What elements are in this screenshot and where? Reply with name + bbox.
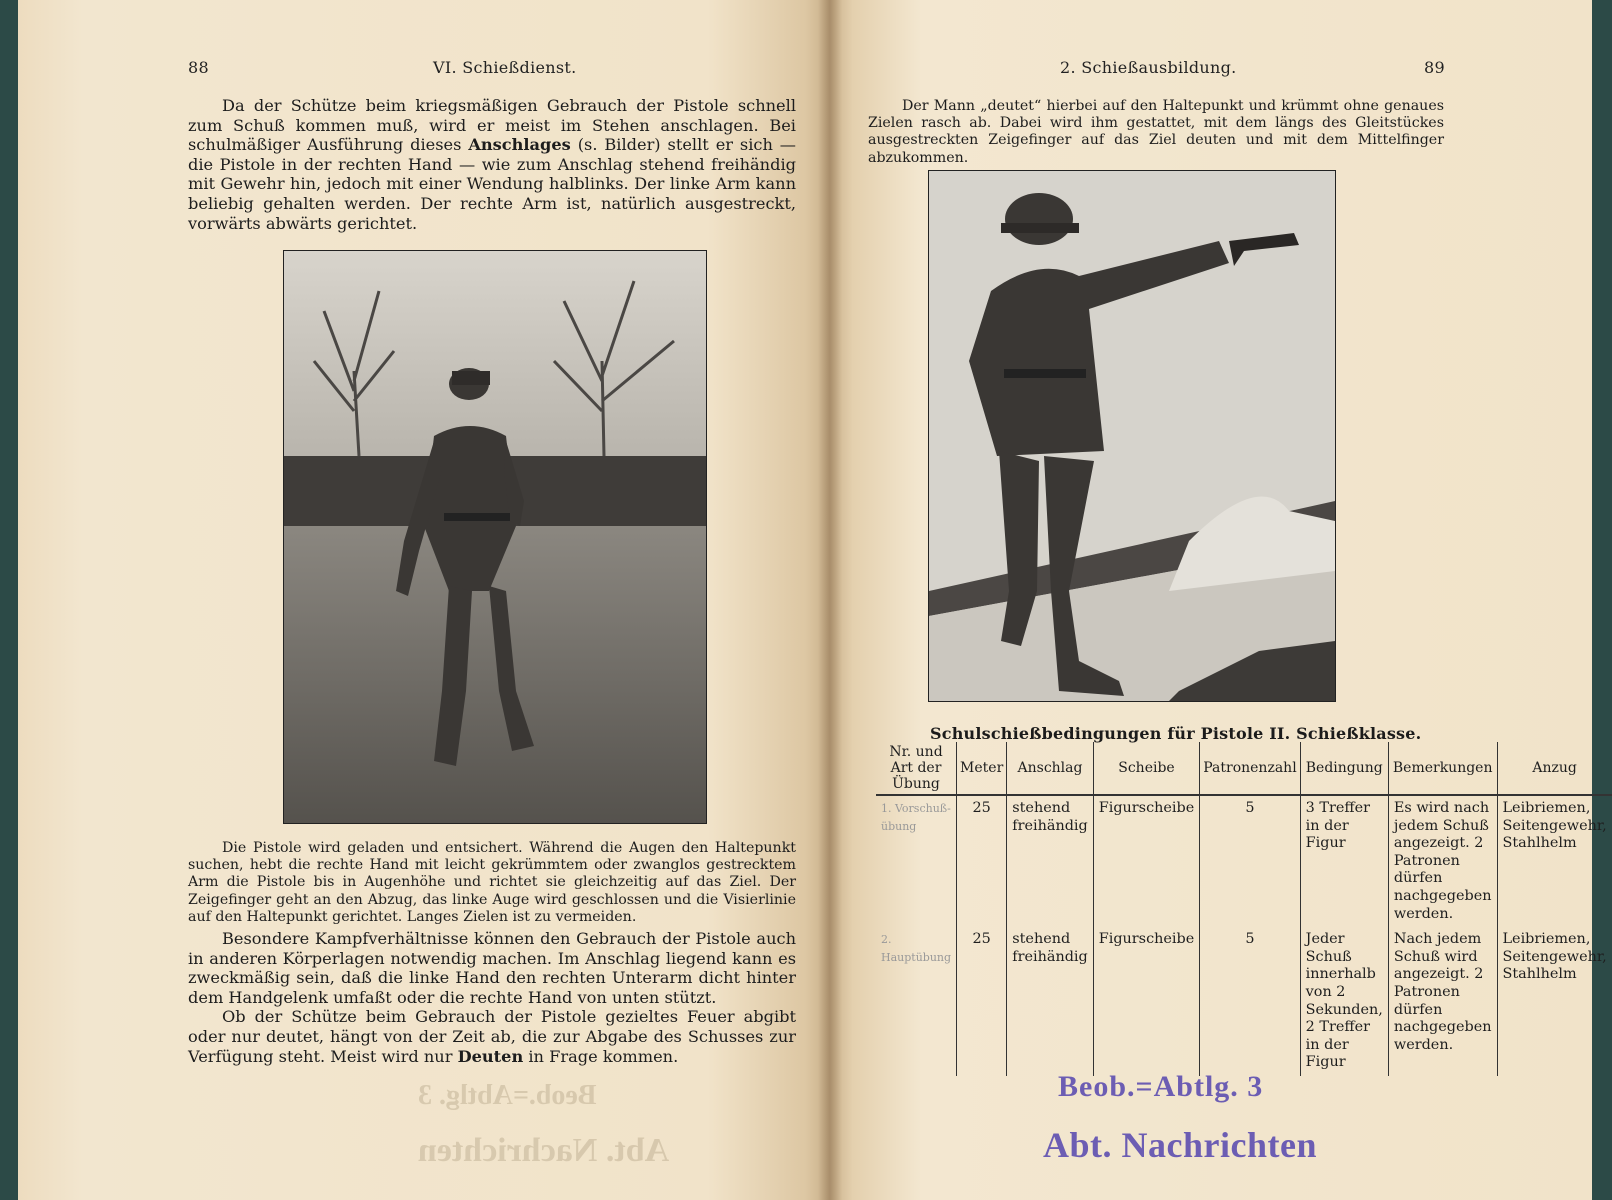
col-header-anzug: Anzug [1497,742,1612,795]
book-gutter [818,0,842,1200]
table-header-row [876,742,1612,795]
photo-caption-left: Die Pistole wird geladen und entsichert. Während die Augen den Haltepunkt suchen, hebt die rechte Hand mit leicht gekrümmtem oder zwanglos gestrecktem Arm die Pistole bis in Augenhöhe und richtet sie gleichzeitig auf das Ziel. Der Zeigefinger geht an den Abzug, das linke Auge wird geschlossen und die Visierlinie auf den Haltepunkt gerichtet. Langes Zielen ist zu vermeiden. [188,840,796,925]
page-number-right: 89 [1424,58,1445,77]
col-header-exercise: Nr. und Art der Übung [876,742,957,795]
photo-soldier-aiming [928,170,1336,702]
col-header-scheibe: Scheibe [1093,742,1200,795]
photo-soldier-standing [283,250,707,824]
firing-conditions-table [876,742,1612,1076]
stamp-line-1: Beob.=Abtlg. 3 [1058,1070,1264,1103]
running-head-left: VI. Schießdienst. [433,58,577,77]
stamp-offset-ghost-2: Abt. Nachrichten [418,1132,670,1169]
left-intro-paragraph: Da der Schütze beim kriegsmäßigen Gebrauch der Pistole schnell zum Schuß kommen muß, wird er meist im Stehen anschlagen. Bei schulmäßiger Ausführung dieses Anschlages (s. Bilder) stellt er sich — die Pistole in der rechten Hand — wie zum Anschlag stehend freihändig mit Gewehr hin, jedoch mit einer Wendung halblinks. Der linke Arm kann beliebig gehalten werden. Der rechte Arm ist, natürlich ausgestreckt, vorwärts abwärts gerichtet. [188,96,796,233]
term-deuten: Deuten [457,1046,524,1066]
col-header-anschlag: Anschlag [1007,742,1093,795]
table-row: 2. Hauptübung 25 stehend freihändig Figurscheibe 5 Jeder Schuß innerhalb von 2 Sekunden, 2 Treffer in der Figur Nach jedem Schuß wird angezeigt. 2 Patronen dürfen nachgegeben werden. Leibriemen, Seitengewehr, Stahlhelm [876,927,1612,1076]
col-header-meter: Meter [957,742,1007,795]
col-header-bedingung: Bedingung [1300,742,1388,795]
left-paragraph-2: Besondere Kampfverhältnisse können den Gebrauch der Pistole auch in anderen Körperlagen notwendig machen. Im Anschlag liegend kann es zweckmäßig sein, daß die linke Hand den rechten Unterarm dicht hinter dem Handgelenk umfaßt oder die rechte Hand von unten stützt. Ob der Schütze beim Gebrauch der Pistole gezieltes Feuer abgibt oder nur deutet, hängt von der Zeit ab, die zur Abgabe des Schusses zur Verfügung steht. Meist wird nur Deuten in Frage kommen. [188,929,796,1066]
col-header-patronenzahl: Patronenzahl [1200,742,1300,795]
running-head-right: 2. Schießausbildung. [1060,58,1237,77]
stamp-line-2: Abt. Nachrichten [1043,1125,1317,1165]
stamp-offset-ghost-1: Beob.=Abtlg. 3 [418,1080,597,1111]
page-number-left: 88 [188,58,209,77]
table-row: 1. Vorschuß-übung 25 stehend freihändig Figurscheibe 5 3 Treffer in der Figur Es wird nach jedem Schuß angezeigt. 2 Patronen dürfen nachgegeben werden. Leibriemen, Seitengewehr, Stahlhelm [876,795,1612,927]
right-intro-paragraph: Der Mann „deutet“ hierbei auf den Haltepunkt und krümmt ohne genaues Zielen rasch ab. Dabei wird ihm gestattet, mit dem längs des Gleitstückes ausgestreckten Zeigefinger auf das Ziel deuten und mit dem Mittelfinger abzukommen. [868,98,1444,166]
term-anschlages: Anschlages [468,135,571,155]
book-spread [18,0,1607,1200]
table-title: Schulschießbedingungen für Pistole II. Schießklasse. [930,724,1422,743]
col-header-bemerkungen: Bemerkungen [1388,742,1497,795]
